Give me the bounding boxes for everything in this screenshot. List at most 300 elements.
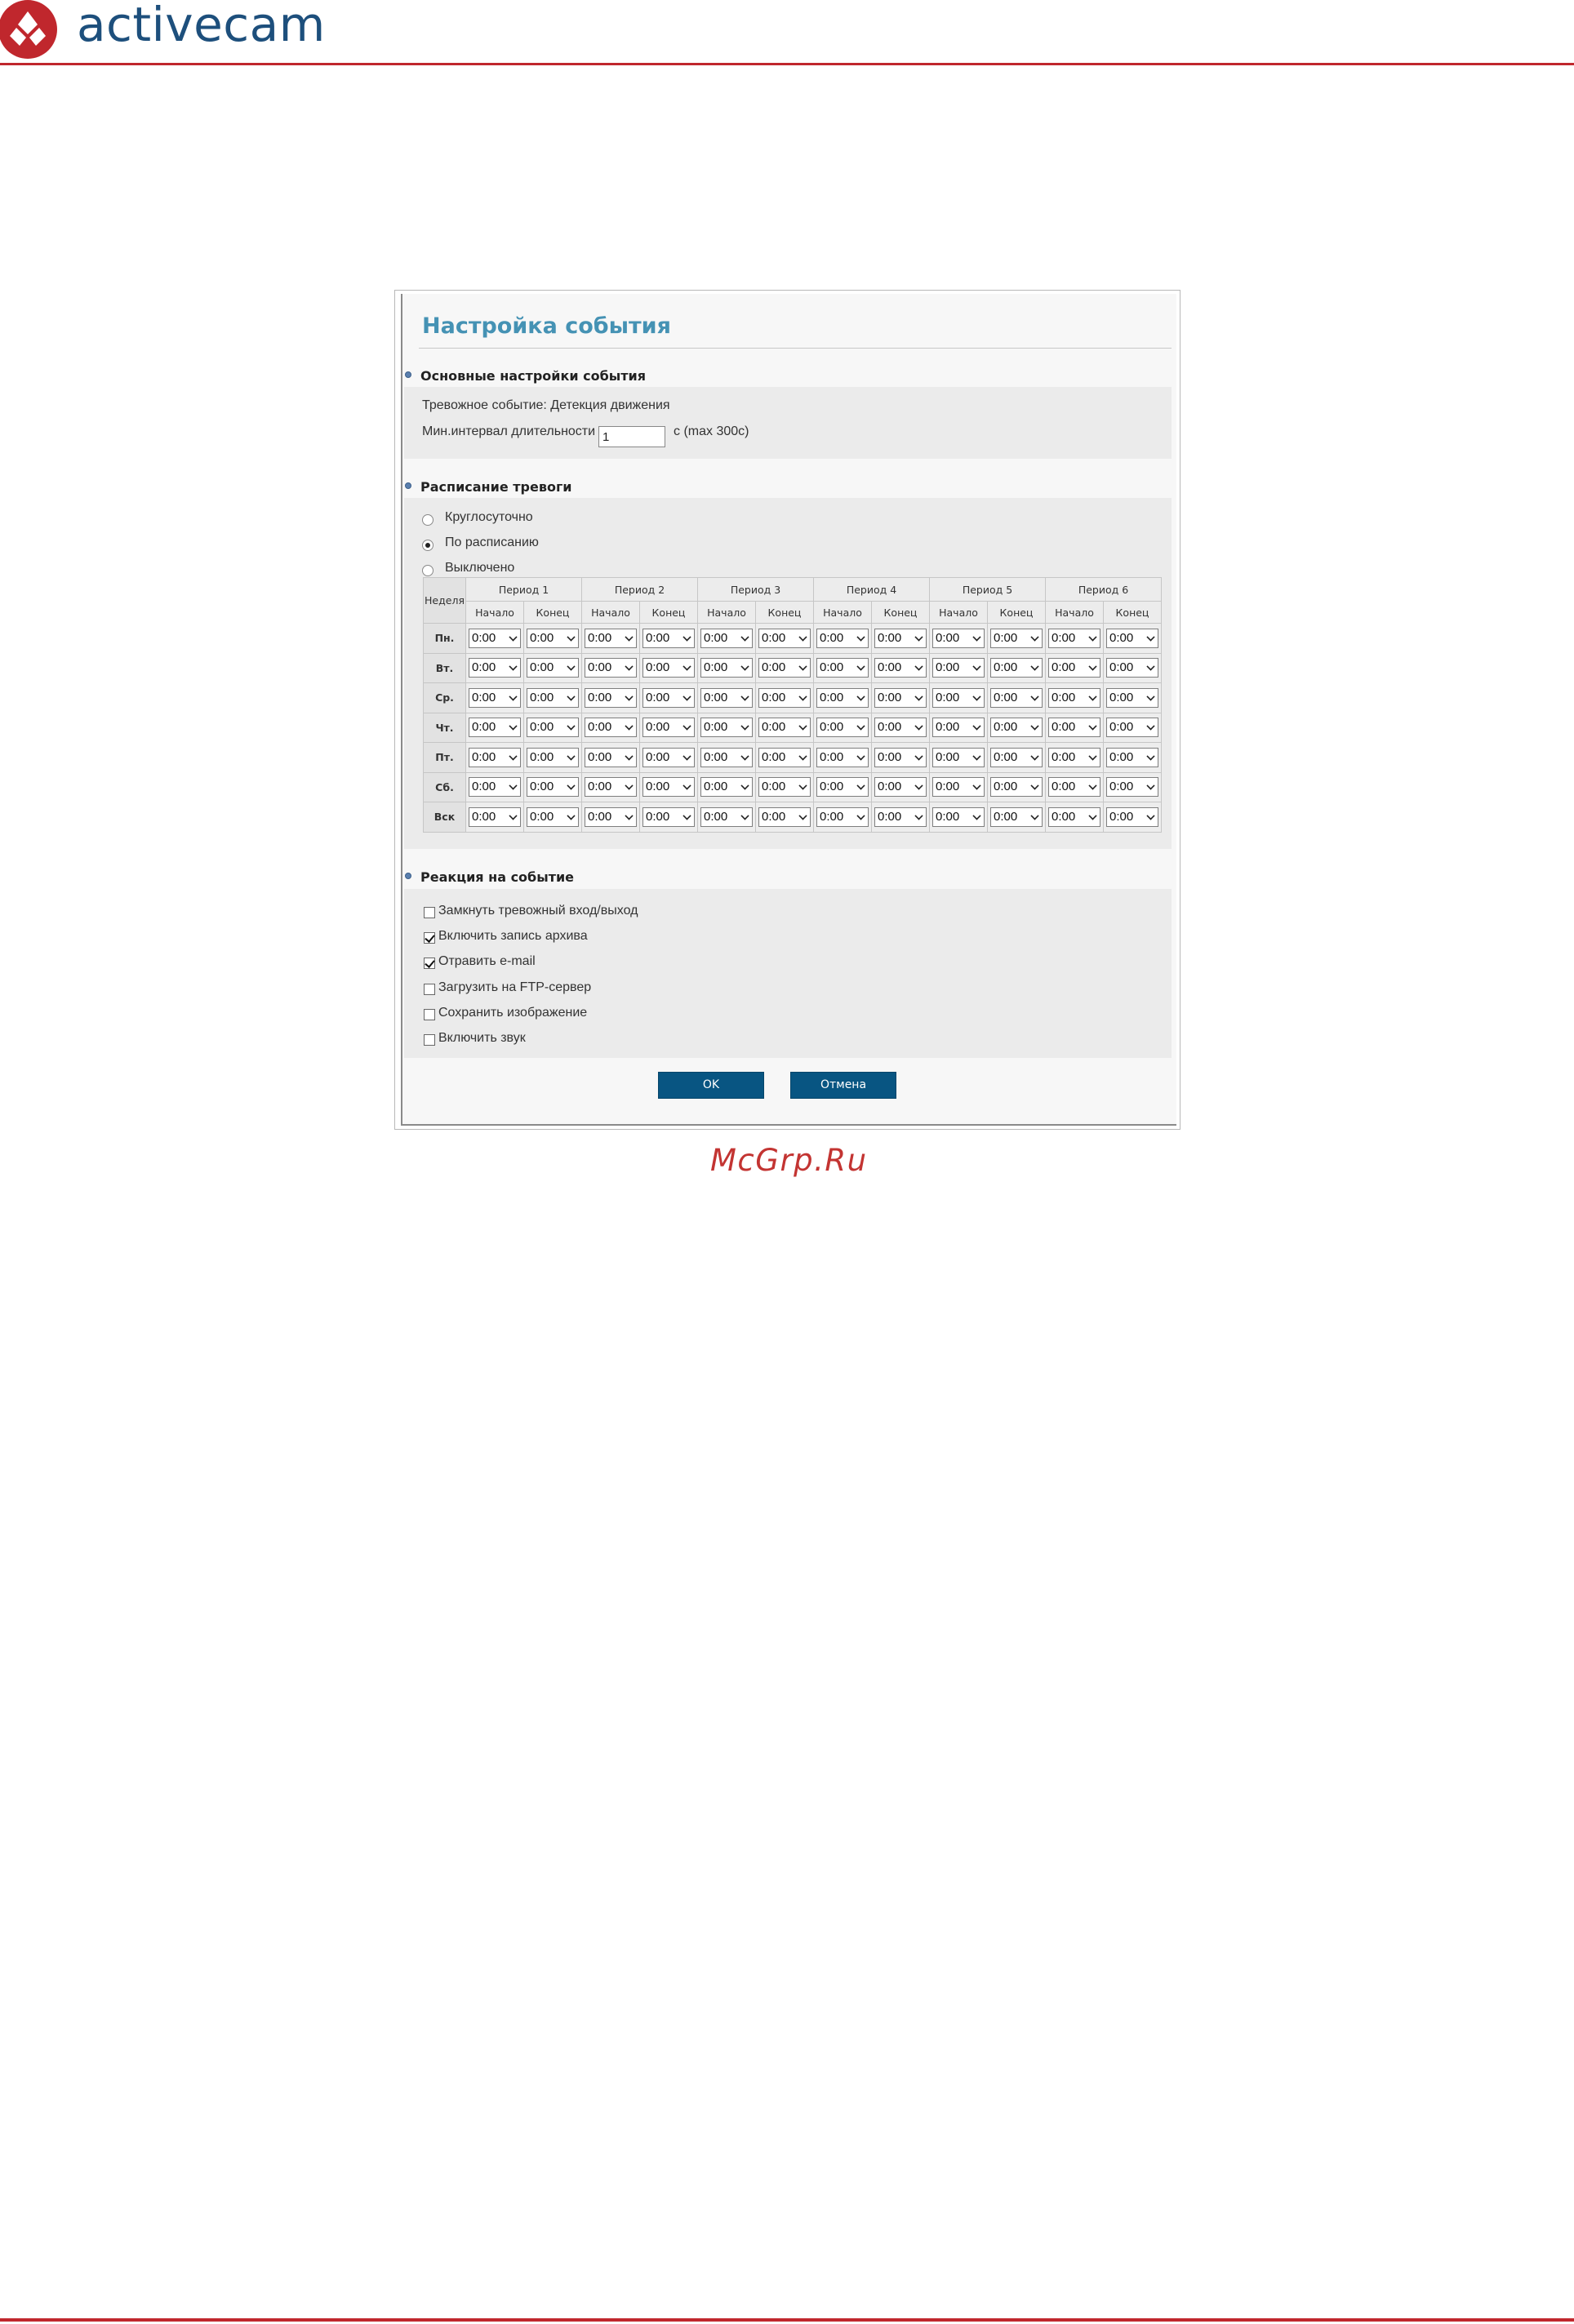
start-time-select[interactable] — [700, 629, 753, 648]
section-panel-reaction — [404, 889, 1172, 1058]
time-value: 0:00 — [994, 780, 1018, 794]
reaction-label: Включить запись архива — [438, 929, 588, 944]
time-value: 0:00 — [936, 720, 960, 735]
chevron-down-icon — [1088, 663, 1096, 671]
end-time-select[interactable] — [642, 629, 695, 648]
schedule-cell — [466, 653, 524, 683]
interval-suffix: с (max 300с) — [674, 424, 749, 438]
schedule-row — [424, 624, 1162, 654]
chevron-down-icon — [1146, 811, 1154, 820]
time-value: 0:00 — [588, 660, 612, 675]
time-value: 0:00 — [530, 749, 554, 764]
time-value: 0:00 — [530, 780, 554, 794]
start-time-select[interactable] — [469, 777, 521, 797]
time-value: 0:00 — [704, 720, 728, 735]
start-time-select[interactable] — [816, 718, 869, 737]
page-header — [0, 0, 1574, 65]
end-time-select[interactable] — [758, 688, 811, 708]
end-time-select[interactable] — [1106, 718, 1158, 737]
chevron-down-icon — [683, 692, 691, 700]
schedule-cell — [1104, 802, 1162, 833]
chevron-down-icon — [509, 692, 517, 700]
chevron-down-icon — [683, 811, 691, 820]
start-time-select[interactable] — [700, 718, 753, 737]
time-value: 0:00 — [704, 690, 728, 704]
end-time-select[interactable] — [527, 777, 579, 797]
chevron-down-icon — [972, 782, 980, 790]
schedule-cell — [524, 683, 582, 713]
chevron-down-icon — [683, 663, 691, 671]
time-value: 0:00 — [936, 690, 960, 704]
time-value: 0:00 — [646, 780, 670, 794]
schedule-cell — [582, 683, 640, 713]
time-value: 0:00 — [588, 720, 612, 735]
chevron-down-icon — [856, 752, 865, 760]
ok-button[interactable]: OK — [658, 1072, 764, 1099]
start-time-select[interactable] — [932, 629, 985, 648]
chevron-down-icon — [567, 722, 575, 731]
start-time-select[interactable] — [585, 688, 637, 708]
brand-name: activecam — [77, 0, 326, 52]
time-value: 0:00 — [530, 630, 554, 645]
chevron-down-icon — [1146, 692, 1154, 700]
interval-input[interactable] — [598, 426, 665, 447]
chevron-down-icon — [1146, 633, 1154, 641]
period-start-header: Начало — [466, 602, 524, 624]
period-end-header: Конец — [1104, 602, 1162, 624]
schedule-cell — [1046, 683, 1104, 713]
schedule-cell — [814, 713, 872, 743]
end-time-select[interactable] — [527, 807, 579, 827]
time-value: 0:00 — [1052, 720, 1076, 735]
chevron-down-icon — [1030, 752, 1038, 760]
chevron-down-icon — [625, 811, 633, 820]
section-bullet-icon — [405, 873, 411, 879]
start-time-select[interactable] — [932, 777, 985, 797]
schedule-cell — [466, 683, 524, 713]
time-value: 0:00 — [704, 660, 728, 675]
schedule-cell — [814, 802, 872, 833]
chevron-down-icon — [1088, 782, 1096, 790]
end-time-select[interactable] — [874, 658, 927, 678]
schedule-cell — [698, 713, 756, 743]
start-time-select[interactable] — [816, 688, 869, 708]
schedule-cell — [988, 713, 1046, 743]
day-label: Чт. — [424, 713, 466, 743]
chevron-down-icon — [1030, 663, 1038, 671]
section-bullet-icon — [405, 371, 411, 378]
schedule-cell — [872, 802, 930, 833]
time-value: 0:00 — [588, 780, 612, 794]
end-time-select[interactable] — [874, 777, 927, 797]
dialog-title: Настройка события — [422, 313, 671, 339]
time-value: 0:00 — [646, 690, 670, 704]
start-time-select[interactable] — [469, 688, 521, 708]
schedule-cell — [930, 802, 988, 833]
chevron-down-icon — [625, 722, 633, 731]
chevron-down-icon — [972, 811, 980, 820]
period-header: Период 2 — [582, 578, 698, 602]
chevron-down-icon — [1146, 752, 1154, 760]
start-time-select[interactable] — [700, 748, 753, 767]
time-value: 0:00 — [762, 660, 786, 675]
start-time-select[interactable] — [932, 658, 985, 678]
time-value: 0:00 — [588, 630, 612, 645]
time-value: 0:00 — [936, 809, 960, 824]
end-time-select[interactable] — [990, 658, 1043, 678]
schedule-cell — [1046, 802, 1104, 833]
start-time-select[interactable] — [1048, 629, 1100, 648]
radio-label-off: Выключено — [445, 561, 515, 575]
end-time-select[interactable] — [1106, 688, 1158, 708]
start-time-select[interactable] — [1048, 807, 1100, 827]
schedule-cell — [1104, 683, 1162, 713]
chevron-down-icon — [1030, 692, 1038, 700]
cancel-button[interactable]: Отмена — [790, 1072, 896, 1099]
activecam-logo-icon — [0, 0, 59, 59]
header-divider — [0, 63, 1574, 65]
time-value: 0:00 — [704, 809, 728, 824]
end-time-select[interactable] — [642, 748, 695, 767]
chevron-down-icon — [972, 692, 980, 700]
chevron-down-icon — [625, 752, 633, 760]
schedule-cell — [698, 683, 756, 713]
end-time-select[interactable] — [874, 629, 927, 648]
end-time-select[interactable] — [527, 658, 579, 678]
period-header: Период 4 — [814, 578, 930, 602]
schedule-cell — [698, 802, 756, 833]
start-time-select[interactable] — [469, 807, 521, 827]
schedule-cell — [524, 743, 582, 773]
section-panel-basic — [404, 387, 1172, 459]
time-value: 0:00 — [762, 780, 786, 794]
schedule-cell — [1046, 743, 1104, 773]
time-value: 0:00 — [1052, 780, 1076, 794]
start-time-select[interactable] — [816, 748, 869, 767]
radio-scheduled[interactable] — [422, 540, 434, 551]
schedule-cell — [814, 772, 872, 802]
start-time-select[interactable] — [816, 658, 869, 678]
period-header: Период 6 — [1046, 578, 1162, 602]
schedule-cell — [582, 802, 640, 833]
chevron-down-icon — [914, 663, 923, 671]
schedule-cell — [988, 624, 1046, 654]
chevron-down-icon — [625, 692, 633, 700]
schedule-row — [424, 713, 1162, 743]
end-time-select[interactable] — [642, 807, 695, 827]
chevron-down-icon — [683, 633, 691, 641]
day-label: Вск — [424, 802, 466, 833]
schedule-row — [424, 683, 1162, 713]
start-time-select[interactable] — [932, 718, 985, 737]
time-value: 0:00 — [762, 690, 786, 704]
end-time-select[interactable] — [642, 658, 695, 678]
time-value: 0:00 — [472, 809, 496, 824]
chevron-down-icon — [740, 722, 749, 731]
end-time-select[interactable] — [990, 629, 1043, 648]
schedule-cell — [872, 772, 930, 802]
time-value: 0:00 — [646, 630, 670, 645]
end-time-select[interactable] — [990, 718, 1043, 737]
time-value: 0:00 — [1052, 630, 1076, 645]
chevron-down-icon — [914, 752, 923, 760]
schedule-cell — [756, 713, 814, 743]
period-end-header: Конец — [988, 602, 1046, 624]
start-time-select[interactable] — [469, 748, 521, 767]
time-value: 0:00 — [472, 630, 496, 645]
chevron-down-icon — [914, 692, 923, 700]
schedule-cell — [524, 802, 582, 833]
end-time-select[interactable] — [874, 718, 927, 737]
event-settings-dialog — [394, 290, 1180, 1130]
radio-label-scheduled: По расписанию — [445, 535, 539, 549]
end-time-select[interactable] — [527, 688, 579, 708]
reaction-checkbox[interactable] — [424, 1034, 435, 1046]
time-value: 0:00 — [994, 690, 1018, 704]
schedule-cell — [1046, 624, 1104, 654]
schedule-cell — [466, 624, 524, 654]
end-time-select[interactable] — [758, 807, 811, 827]
schedule-row — [424, 653, 1162, 683]
end-time-select[interactable] — [642, 688, 695, 708]
schedule-cell — [640, 743, 698, 773]
schedule-cell — [756, 802, 814, 833]
end-time-select[interactable] — [527, 748, 579, 767]
schedule-cell — [640, 713, 698, 743]
time-value: 0:00 — [1109, 630, 1134, 645]
chevron-down-icon — [567, 663, 575, 671]
period-header: Период 1 — [466, 578, 582, 602]
start-time-select[interactable] — [585, 777, 637, 797]
schedule-cell — [1104, 772, 1162, 802]
chevron-down-icon — [914, 782, 923, 790]
start-time-select[interactable] — [700, 658, 753, 678]
end-time-select[interactable] — [1106, 629, 1158, 648]
start-time-select[interactable] — [585, 807, 637, 827]
period-header: Период 3 — [698, 578, 814, 602]
reaction-checkbox[interactable] — [424, 958, 435, 969]
start-time-select[interactable] — [469, 629, 521, 648]
chevron-down-icon — [683, 722, 691, 731]
end-time-select[interactable] — [874, 807, 927, 827]
end-time-select[interactable] — [758, 777, 811, 797]
period-start-header: Начало — [582, 602, 640, 624]
radio-all-day[interactable] — [422, 514, 434, 526]
time-value: 0:00 — [646, 660, 670, 675]
schedule-cell — [1046, 653, 1104, 683]
reaction-checkbox[interactable] — [424, 932, 435, 944]
schedule-cell — [988, 743, 1046, 773]
time-value: 0:00 — [1052, 809, 1076, 824]
end-time-select[interactable] — [642, 718, 695, 737]
reaction-checkbox[interactable] — [424, 984, 435, 995]
schedule-cell — [756, 624, 814, 654]
time-value: 0:00 — [820, 630, 844, 645]
end-time-select[interactable] — [527, 629, 579, 648]
time-value: 0:00 — [994, 749, 1018, 764]
reaction-checkbox[interactable] — [424, 907, 435, 918]
chevron-down-icon — [509, 782, 517, 790]
chevron-down-icon — [972, 633, 980, 641]
chevron-down-icon — [509, 633, 517, 641]
day-label: Сб. — [424, 772, 466, 802]
end-time-select[interactable] — [990, 748, 1043, 767]
schedule-cell — [814, 743, 872, 773]
time-value: 0:00 — [1109, 720, 1134, 735]
period-end-header: Конец — [640, 602, 698, 624]
time-value: 0:00 — [994, 720, 1018, 735]
radio-off[interactable] — [422, 565, 434, 576]
reaction-checkbox[interactable] — [424, 1009, 435, 1020]
start-time-select[interactable] — [585, 748, 637, 767]
end-time-select[interactable] — [758, 658, 811, 678]
time-value: 0:00 — [878, 660, 902, 675]
end-time-select[interactable] — [874, 688, 927, 708]
end-time-select[interactable] — [1106, 777, 1158, 797]
start-time-select[interactable] — [1048, 748, 1100, 767]
time-value: 0:00 — [1052, 690, 1076, 704]
start-time-select[interactable] — [816, 807, 869, 827]
reaction-label: Включить звук — [438, 1031, 526, 1045]
chevron-down-icon — [856, 782, 865, 790]
time-value: 0:00 — [646, 749, 670, 764]
schedule-cell — [582, 713, 640, 743]
time-value: 0:00 — [1109, 780, 1134, 794]
footer-divider — [0, 2318, 1574, 2322]
start-time-select[interactable] — [1048, 688, 1100, 708]
chevron-down-icon — [740, 782, 749, 790]
schedule-cell — [930, 624, 988, 654]
reaction-label: Замкнуть тревожный вход/выход — [438, 904, 638, 918]
schedule-row — [424, 743, 1162, 773]
start-time-select[interactable] — [700, 807, 753, 827]
time-value: 0:00 — [878, 630, 902, 645]
end-time-select[interactable] — [758, 748, 811, 767]
chevron-down-icon — [798, 633, 807, 641]
start-time-select[interactable] — [585, 629, 637, 648]
start-time-select[interactable] — [816, 629, 869, 648]
period-header: Период 5 — [930, 578, 1046, 602]
schedule-cell — [1104, 624, 1162, 654]
chevron-down-icon — [1030, 811, 1038, 820]
schedule-cell — [698, 653, 756, 683]
end-time-select[interactable] — [1106, 807, 1158, 827]
time-value: 0:00 — [1109, 749, 1134, 764]
start-time-select[interactable] — [469, 658, 521, 678]
start-time-select[interactable] — [585, 658, 637, 678]
time-value: 0:00 — [530, 809, 554, 824]
time-value: 0:00 — [704, 780, 728, 794]
start-time-select[interactable] — [816, 777, 869, 797]
time-value: 0:00 — [472, 780, 496, 794]
schedule-cell — [466, 743, 524, 773]
start-time-select[interactable] — [932, 807, 985, 827]
reaction-label: Отравить e-mail — [438, 954, 536, 969]
schedule-cell — [524, 772, 582, 802]
start-time-select[interactable] — [1048, 658, 1100, 678]
chevron-down-icon — [740, 811, 749, 820]
time-value: 0:00 — [530, 660, 554, 675]
day-label: Ср. — [424, 683, 466, 713]
end-time-select[interactable] — [642, 777, 695, 797]
end-time-select[interactable] — [990, 807, 1043, 827]
schedule-cell — [930, 743, 988, 773]
schedule-cell — [756, 743, 814, 773]
schedule-cell — [640, 653, 698, 683]
schedule-cell — [640, 802, 698, 833]
start-time-select[interactable] — [469, 718, 521, 737]
end-time-select[interactable] — [874, 748, 927, 767]
time-value: 0:00 — [936, 660, 960, 675]
chevron-down-icon — [1030, 722, 1038, 731]
schedule-cell — [814, 653, 872, 683]
start-time-select[interactable] — [1048, 777, 1100, 797]
time-value: 0:00 — [588, 809, 612, 824]
time-value: 0:00 — [820, 809, 844, 824]
schedule-cell — [582, 743, 640, 773]
time-value: 0:00 — [762, 809, 786, 824]
chevron-down-icon — [798, 811, 807, 820]
schedule-cell — [640, 683, 698, 713]
radio-label-all-day: Круглосуточно — [445, 510, 533, 524]
schedule-cell — [930, 772, 988, 802]
time-value: 0:00 — [878, 720, 902, 735]
end-time-select[interactable] — [1106, 658, 1158, 678]
schedule-cell — [698, 624, 756, 654]
dialog-body — [401, 294, 1176, 1126]
schedule-cell — [930, 713, 988, 743]
schedule-cell — [930, 683, 988, 713]
end-time-select[interactable] — [990, 777, 1043, 797]
chevron-down-icon — [856, 692, 865, 700]
time-value: 0:00 — [994, 809, 1018, 824]
time-value: 0:00 — [646, 809, 670, 824]
chevron-down-icon — [1030, 633, 1038, 641]
end-time-select[interactable] — [527, 718, 579, 737]
start-time-select[interactable] — [1048, 718, 1100, 737]
chevron-down-icon — [625, 633, 633, 641]
chevron-down-icon — [1146, 663, 1154, 671]
time-value: 0:00 — [530, 690, 554, 704]
time-value: 0:00 — [762, 749, 786, 764]
end-time-select[interactable] — [1106, 748, 1158, 767]
day-label: Вт. — [424, 653, 466, 683]
schedule-cell — [872, 743, 930, 773]
schedule-cell — [1104, 653, 1162, 683]
start-time-select[interactable] — [700, 777, 753, 797]
chevron-down-icon — [740, 633, 749, 641]
interval-label: Мин.интервал длительности — [422, 424, 596, 438]
period-end-header: Конец — [524, 602, 582, 624]
schedule-cell — [872, 653, 930, 683]
section-heading-reaction: Реакция на событие — [420, 869, 575, 885]
start-time-select[interactable] — [932, 748, 985, 767]
end-time-select[interactable] — [990, 688, 1043, 708]
start-time-select[interactable] — [585, 718, 637, 737]
time-value: 0:00 — [472, 720, 496, 735]
start-time-select[interactable] — [932, 688, 985, 708]
schedule-cell — [1046, 772, 1104, 802]
end-time-select[interactable] — [758, 629, 811, 648]
time-value: 0:00 — [1109, 660, 1134, 675]
start-time-select[interactable] — [700, 688, 753, 708]
schedule-cell — [988, 802, 1046, 833]
schedule-cell — [640, 624, 698, 654]
chevron-down-icon — [740, 663, 749, 671]
schedule-cell — [582, 624, 640, 654]
time-value: 0:00 — [762, 630, 786, 645]
end-time-select[interactable] — [758, 718, 811, 737]
